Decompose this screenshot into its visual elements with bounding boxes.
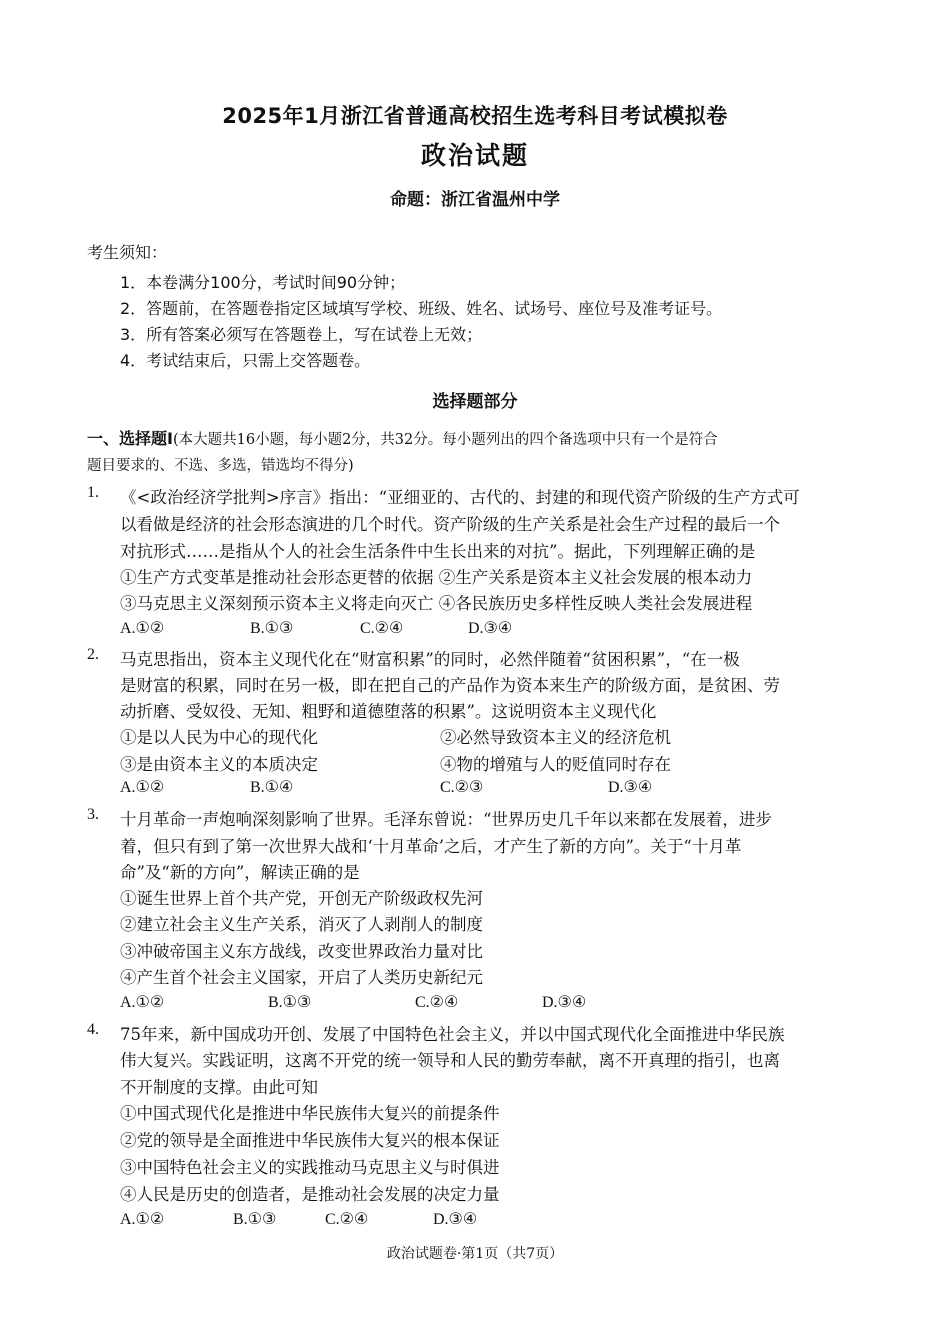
notice-item: 4．考试结束后，只需上交答题卷。	[120, 351, 371, 370]
question-line: ④产生首个社会主义国家，开启了人类历史新纪元	[120, 968, 483, 987]
question-line: ②党的领导是全面推进中华民族伟大复兴的根本保证	[120, 1131, 500, 1150]
answer-option: C.②③	[440, 779, 484, 796]
question-line: 十月革命一声炮响深刻影响了世界。毛泽东曾说：“世界历史几千年以来都在发展着，进步	[120, 810, 772, 829]
question-line: 命”及“新的方向”，解读正确的是	[120, 863, 360, 882]
answer-option: A.①②	[120, 779, 165, 796]
page-footer: 政治试题卷·第1页（共7页）	[386, 1246, 564, 1262]
question-line: 以看做是经济的社会形态演进的几个时代。资产阶级的生产关系是社会生产过程的最后一个	[120, 515, 780, 534]
part-desc-2: 题目要求的、不选、多选，错选均不得分)	[87, 458, 354, 474]
question-line: ①生产方式变革是推动社会形态更替的依据 ②生产关系是资本主义社会发展的根本动力	[120, 568, 753, 587]
notice-heading: 考生须知：	[87, 243, 168, 262]
question-line: ③中国特色社会主义的实践推动马克思主义与时俱进	[120, 1158, 500, 1177]
part-label: 一、选择题Ⅰ	[87, 429, 173, 448]
exam-title: 2025年1月浙江省普通高校招生选考科目考试模拟卷	[222, 104, 728, 128]
answer-option: D.③④	[468, 620, 513, 637]
question-line: ③冲破帝国主义东方战线，改变世界政治力量对比	[120, 942, 483, 961]
question-number: 1.	[87, 484, 99, 501]
question-line: ①是以人民为中心的现代化	[120, 728, 318, 747]
notice-item: 1．本卷满分100分，考试时间90分钟；	[120, 273, 406, 292]
question-number: 2.	[87, 646, 99, 663]
part-intro	[87, 426, 867, 479]
answer-option: D.③④	[542, 994, 587, 1011]
question-line: ③是由资本主义的本质决定	[120, 755, 318, 774]
question-line: 是财富的积累，同时在另一极，即在把自己的产品作为资本来生产的阶级方面，是贫困、劳	[120, 676, 780, 695]
question-line: 伟大复兴。实践证明，这离不开党的统一领导和人民的勤劳奉献，离不开真理的指引，也离	[120, 1051, 780, 1070]
answer-option: C.②④	[325, 1211, 369, 1228]
answer-option: C.②④	[360, 620, 404, 637]
question-line: ④物的增殖与人的贬值同时存在	[440, 755, 671, 774]
notice-item: 3．所有答案必须写在答题卷上，写在试卷上无效；	[120, 325, 483, 344]
answer-option: A.①②	[120, 620, 165, 637]
question-line: 对抗形式……是指从个人的社会生活条件中生长出来的对抗”。据此，下列理解正确的是	[120, 542, 756, 561]
question-line: 马克思指出，资本主义现代化在“财富积累”的同时，必然伴随着“贫困积累”，“在一极	[120, 650, 740, 669]
exam-subtitle: 政治试题	[420, 141, 529, 170]
answer-option: B.①④	[250, 779, 294, 796]
answer-option: B.①③	[233, 1211, 277, 1228]
question-line: 着，但只有到了第一次世界大战和‘十月革命’之后，才产生了新的方向”。关于“十月革	[120, 837, 742, 856]
answer-option: C.②④	[415, 994, 459, 1011]
question-line: ④人民是历史的创造者，是推动社会发展的决定力量	[120, 1185, 500, 1204]
question-number: 3.	[87, 806, 99, 823]
question-line: 《<政治经济学批判>序言》指出：“亚细亚的、古代的、封建的和现代资产阶级的生产方式可	[120, 488, 800, 507]
answer-option: A.①②	[120, 994, 165, 1011]
answer-option: B.①③	[268, 994, 312, 1011]
part-desc-1: (本大题共16小题，每小题2分，共32分。每小题列出的四个备选项中只有一个是符合	[172, 432, 718, 448]
question-line: ②必然导致资本主义的经济危机	[440, 728, 671, 747]
answer-option: D.③④	[433, 1211, 478, 1228]
exam-setter: 命题：浙江省温州中学	[390, 190, 560, 210]
answer-option: A.①②	[120, 1211, 165, 1228]
question-line: ③马克思主义深刻预示资本主义将走向灭亡 ④各民族历史多样性反映人类社会发展进程	[120, 594, 753, 613]
section-heading: 选择题部分	[432, 392, 518, 412]
question-line: ①诞生世界上首个共产党，开创无产阶级政权先河	[120, 889, 483, 908]
question-line: ①中国式现代化是推进中华民族伟大复兴的前提条件	[120, 1104, 500, 1123]
question-line: 75年来，新中国成功开创、发展了中国特色社会主义，并以中国式现代化全面推进中华民族	[120, 1025, 785, 1044]
question-number: 4.	[87, 1021, 99, 1038]
notice-item: 2．答题前，在答题卷指定区域填写学校、班级、姓名、试场号、座位号及准考证号。	[120, 299, 723, 318]
question-line: ②建立社会主义生产关系，消灭了人剥削人的制度	[120, 915, 483, 934]
question-line: 不开制度的支撑。由此可知	[120, 1078, 318, 1097]
question-line: 动折磨、受奴役、无知、粗野和道德堕落的积累”。这说明资本主义现代化	[120, 702, 657, 721]
answer-option: B.①③	[250, 620, 294, 637]
answer-option: D.③④	[608, 779, 653, 796]
